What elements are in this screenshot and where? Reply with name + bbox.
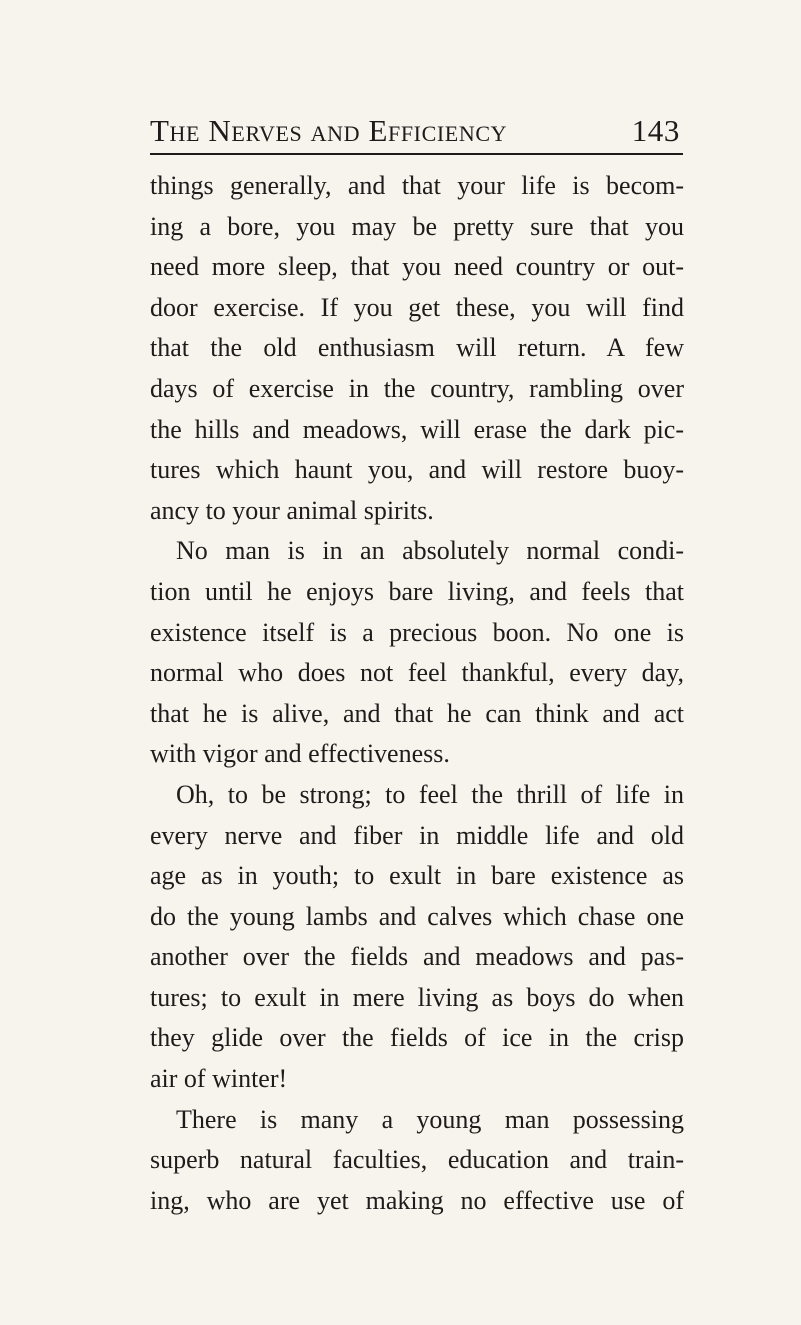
- page-number: 143: [631, 113, 680, 148]
- text-line: tion until he enjoys bare living, and feels that: [150, 576, 684, 606]
- text-line: There is many a young man possessing: [176, 1104, 684, 1134]
- text-line: every nerve and fiber in middle life and old: [150, 820, 684, 850]
- text-line: things generally, and that your life is becom-: [150, 171, 684, 200]
- text-line: that he is alive, and that he can think and act: [150, 698, 684, 728]
- text-line: they glide over the fields of ice in the crisp: [150, 1023, 684, 1053]
- text-line: Oh, to be strong; to feel the thrill of life in: [176, 779, 684, 809]
- paragraph: [150, 166, 684, 531]
- text-line: door exercise. If you get these, you will find: [150, 292, 684, 322]
- running-head: [150, 113, 682, 153]
- running-title: The Nerves and Efficiency: [150, 113, 508, 148]
- text-line: age as in youth; to exult in bare existence as: [150, 861, 684, 891]
- text-line: the hills and meadows, will erase the dark pic-: [150, 414, 684, 444]
- text-line: do the young lambs and calves which chase one: [150, 901, 684, 931]
- text-line: another over the fields and meadows and pas-: [150, 942, 684, 972]
- text-line: air of winter!: [150, 1064, 288, 1094]
- text-line: superb natural faculties, education and train-: [150, 1145, 684, 1175]
- text-line: ing, who are yet making no effective use of: [150, 1185, 684, 1215]
- paragraph: [150, 531, 684, 775]
- paragraph: [150, 1100, 684, 1222]
- text-line: need more sleep, that you need country or out-: [150, 252, 684, 282]
- text-line: with vigor and effectiveness.: [150, 739, 450, 769]
- text-line: ancy to your animal spirits.: [150, 495, 434, 525]
- text-line: ing a bore, you may be pretty sure that you: [150, 211, 684, 241]
- text-line: days of exercise in the country, rambling over: [150, 373, 684, 403]
- header-rule: [150, 153, 683, 155]
- paragraph: [150, 775, 684, 1100]
- text-line: tures which haunt you, and will restore buoy-: [150, 455, 684, 485]
- text-line: existence itself is a precious boon. No one is: [150, 617, 684, 647]
- text-line: No man is in an absolutely normal condi-: [176, 536, 684, 566]
- text-line: normal who does not feel thankful, every day,: [150, 658, 684, 688]
- body-text: [150, 166, 684, 1221]
- text-line: tures; to exult in mere living as boys do when: [150, 982, 684, 1012]
- text-line: that the old enthusiasm will return. A few: [150, 333, 684, 363]
